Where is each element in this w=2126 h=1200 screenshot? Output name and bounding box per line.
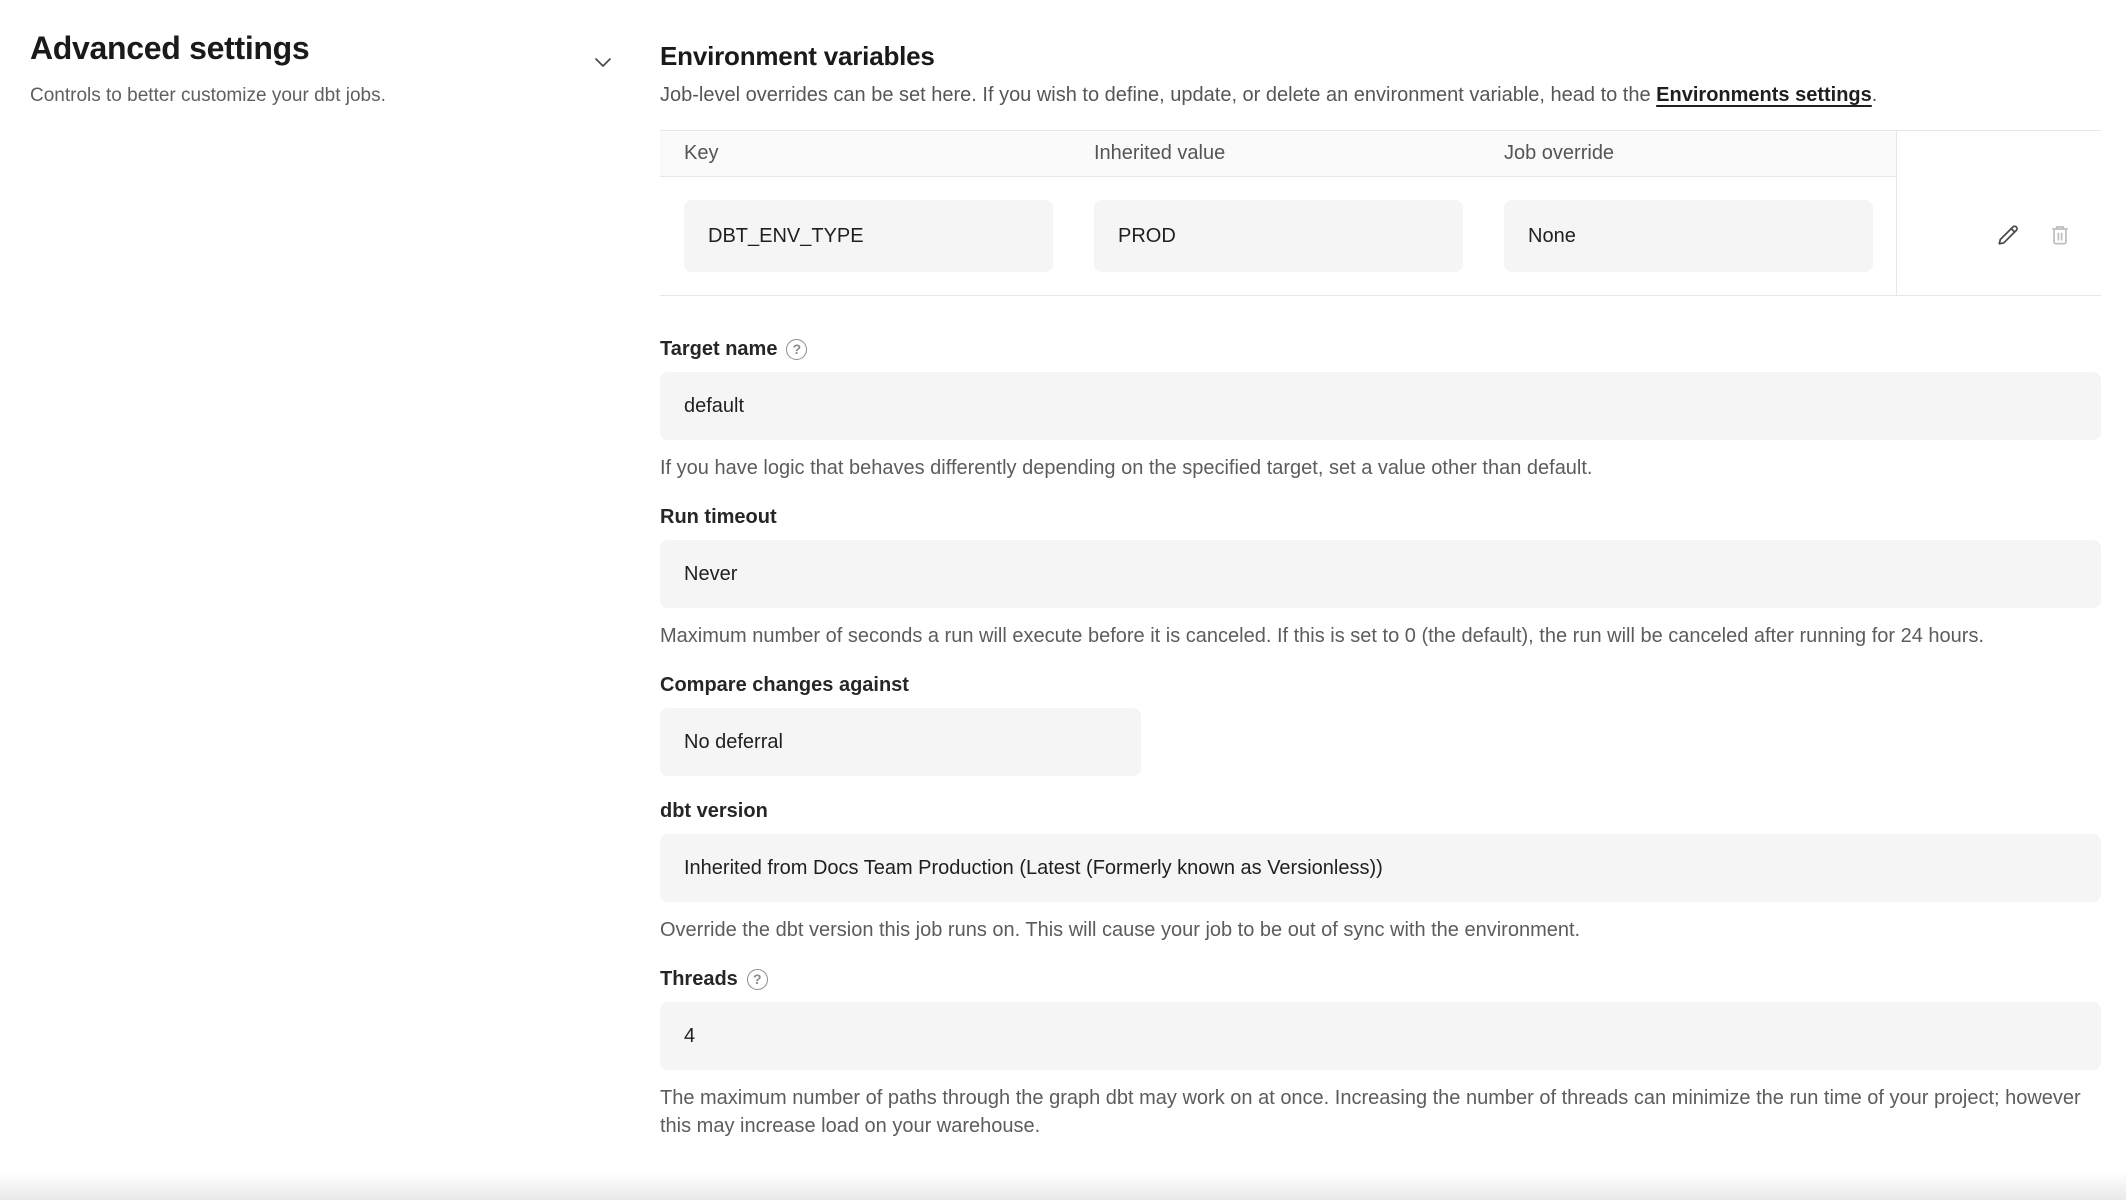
env-variables-table bbox=[660, 130, 2101, 296]
section-collapse-toggle[interactable] bbox=[589, 50, 617, 78]
compare-changes-select[interactable]: No deferral bbox=[660, 708, 1141, 776]
threads-label-row bbox=[660, 966, 2101, 992]
target-name-input[interactable]: default bbox=[660, 372, 2101, 440]
environments-settings-link[interactable]: Environments settings bbox=[1656, 84, 1872, 106]
compare-changes-label-row bbox=[660, 672, 2101, 698]
delete-env-var-button[interactable] bbox=[2045, 221, 2075, 251]
dbt-version-help-text: Override the dbt version this job runs on. This will cause your job to be out of sync with the environment. bbox=[660, 919, 1581, 941]
section-description bbox=[660, 82, 2101, 108]
run-timeout-label-row bbox=[660, 504, 2101, 530]
dbt-version-label-row bbox=[660, 798, 2101, 824]
section-heading: Environment variables bbox=[660, 41, 935, 71]
env-table-actions bbox=[1993, 177, 2075, 295]
threads-help-text: The maximum number of paths through the graph dbt may work on at once. Increasing the number of threads can minimize the run time of your project; however this may increase load on your warehouse. bbox=[660, 1087, 2081, 1137]
target-name-label: Target name bbox=[660, 338, 778, 360]
bottom-scroll-fade bbox=[0, 1172, 2126, 1200]
target-name-label-row bbox=[660, 336, 2101, 362]
pencil-icon bbox=[1994, 221, 2022, 252]
env-var-job-override-field: None bbox=[1504, 200, 1873, 272]
env-var-inherited-value-field: PROD bbox=[1094, 200, 1463, 272]
dbt-version-select[interactable]: Inherited from Docs Team Production (Latest (Formerly known as Versionless)) bbox=[660, 834, 2101, 902]
trash-icon bbox=[2047, 222, 2073, 251]
section-description-period: . bbox=[1871, 84, 1878, 106]
chevron-down-icon bbox=[591, 50, 615, 79]
edit-env-var-button[interactable] bbox=[1993, 221, 2023, 251]
advanced-settings-form bbox=[660, 0, 2101, 1140]
env-table-header-inherited-value: Inherited value bbox=[1094, 142, 1226, 164]
env-var-key-field: DBT_ENV_TYPE bbox=[684, 200, 1053, 272]
threads-label: Threads bbox=[660, 968, 738, 990]
run-timeout-label: Run timeout bbox=[660, 506, 777, 528]
target-name-help-text: If you have logic that behaves differently depending on the specified target, set a value other than default. bbox=[660, 457, 1593, 479]
settings-intro-panel bbox=[30, 28, 510, 108]
env-table-actions-divider bbox=[1896, 131, 1897, 295]
env-table-header-job-override: Job override bbox=[1504, 142, 1615, 164]
env-table-header-row bbox=[660, 131, 1896, 177]
compare-changes-label: Compare changes against bbox=[660, 674, 909, 696]
env-table-row bbox=[660, 177, 2101, 295]
dbt-version-label: dbt version bbox=[660, 800, 768, 822]
run-timeout-help-text: Maximum number of seconds a run will execute before it is canceled. If this is set to 0 (the default), the run will be canceled after running for 24 hours. bbox=[660, 625, 1985, 647]
threads-input[interactable]: 4 bbox=[660, 1002, 2101, 1070]
page-subtitle: Controls to better customize your dbt jobs. bbox=[30, 85, 386, 106]
page-title: Advanced settings bbox=[30, 30, 310, 66]
threads-help-icon[interactable]: ? bbox=[747, 969, 768, 990]
section-description-text: Job-level overrides can be set here. If you wish to define, update, or delete an environment variable, head to the bbox=[660, 84, 1657, 106]
run-timeout-input[interactable]: Never bbox=[660, 540, 2101, 608]
target-name-help-icon[interactable]: ? bbox=[786, 339, 807, 360]
env-table-header-key: Key bbox=[684, 142, 719, 164]
